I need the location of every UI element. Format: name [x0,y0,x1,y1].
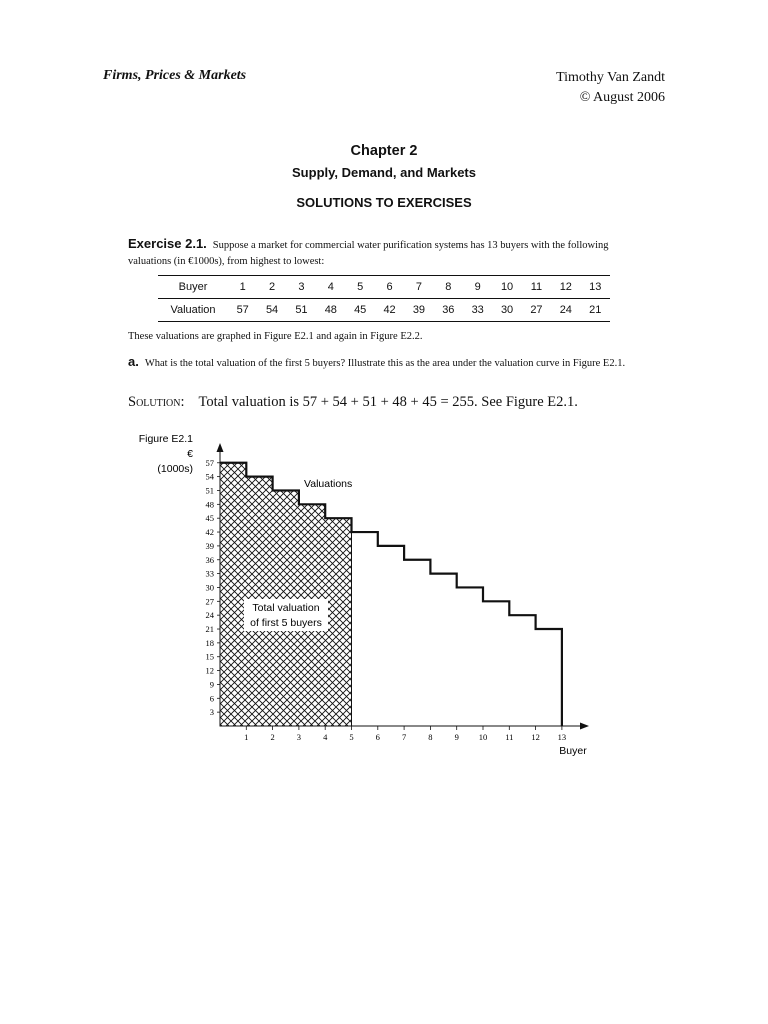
x-axis-label: Buyer [559,745,587,757]
solution-text: Total valuation is 57 + 54 + 51 + 48 + 45 = 255. See Figure E2.1. [198,394,578,410]
table-cell-buyer: 2 [257,276,286,299]
x-tick-label: 6 [375,732,380,742]
chapter-title: Chapter 2 [350,143,418,159]
table-cell-valuation: 33 [471,304,484,316]
document-date: © August 2006 [579,90,665,105]
y-tick-label: 42 [205,527,214,538]
table-cell-valuation: 51 [295,304,308,316]
table-cell-buyer: 13 [581,276,611,299]
table-cell-valuation: 36 [442,304,455,316]
table-cell-buyer: 6 [375,276,404,299]
table-cell-buyer: 12 [551,276,580,299]
x-tick-label: 7 [401,732,407,742]
x-tick-label: 2 [270,732,275,742]
shaded-area-first-5-buyers [220,463,352,726]
author-name: Timothy Van Zandt [556,70,665,85]
table-cell-valuation: 45 [354,304,367,316]
figure-note: These valuations are graphed in Figure E2.1 and again in Figure E2.2. [128,331,423,342]
table-cell-valuation: 27 [530,304,543,316]
part-a-label: a. [128,354,139,369]
table-cell-valuation: 57 [236,304,249,316]
y-axis-arrow [217,443,224,452]
y-tick-label: 3 [209,707,214,718]
area-label-line2: of first 5 buyers [250,617,322,629]
y-tick-label: 15 [205,651,214,662]
table-cell-valuation: 42 [383,304,396,316]
y-tick-label: 33 [205,568,214,579]
table-cell-valuation: 24 [559,304,572,316]
table-cell-buyer: 8 [434,276,463,299]
table-cell-buyer: 5 [346,276,375,299]
y-tick-label: 9 [209,679,214,690]
y-tick-label: 27 [205,596,214,607]
y-axis-unit: (1000s) [157,463,193,475]
x-tick-label: 9 [454,732,459,742]
table-cell-valuation: 48 [324,304,337,316]
table-cell-buyer: 4 [316,276,345,299]
chapter-subtitle: Supply, Demand, and Markets [292,165,476,180]
table-row-label: Valuation [170,304,216,316]
y-tick-label: 48 [205,499,214,510]
x-tick-label: 13 [557,732,567,742]
figure-title: Figure E2.1 [138,433,193,445]
table-row-label: Buyer [158,276,228,299]
y-tick-label: 45 [205,513,214,524]
table-cell-buyer: 9 [463,276,492,299]
x-tick-label: 12 [531,732,540,742]
table-cell-buyer: 1 [228,276,257,299]
exercise-text: Suppose a market for commercial water purification systems has 13 buyers with the following valuations (in €1000s), from highest to lowest: [128,240,609,267]
y-tick-label: 21 [205,624,214,635]
x-tick-label: 10 [478,732,488,742]
x-tick-label: 3 [296,732,302,742]
y-tick-label: 36 [205,554,214,565]
solution-label: Solution: [128,394,185,410]
section-heading: SOLUTIONS TO EXERCISES [296,195,472,210]
table-cell-buyer: 11 [522,276,551,299]
table-cell-buyer: 7 [404,276,433,299]
y-tick-label: 51 [205,485,214,496]
x-tick-label: 1 [244,732,249,742]
x-tick-label: 5 [349,732,354,742]
table-cell-buyer: 3 [287,276,316,299]
curve-label: Valuations [304,478,353,490]
exercise-label: Exercise 2.1. [128,236,207,251]
x-axis-arrow [580,723,589,730]
y-tick-label: 12 [205,665,214,676]
course-title: Firms, Prices & Markets [103,68,247,83]
x-tick-label: 11 [505,732,514,742]
part-a-text: What is the total valuation of the first 5 buyers? Illustrate this as the area under the valuation curve in Figure E2.1. [144,358,626,369]
table-cell-valuation: 21 [589,304,602,316]
x-tick-label: 8 [428,732,433,742]
table-cell-valuation: 30 [500,304,514,316]
y-tick-label: 54 [205,471,214,482]
y-tick-label: 39 [205,540,214,551]
y-tick-label: 57 [205,457,214,468]
y-tick-label: 30 [205,582,214,593]
table-cell-valuation: 54 [265,304,279,316]
chart-plot-area [206,443,590,757]
y-tick-label: 18 [205,637,214,648]
y-tick-label: 24 [205,610,214,621]
table-cell-valuation: 39 [412,304,426,316]
y-tick-label: 6 [209,693,214,704]
table-cell-buyer: 10 [492,276,521,299]
y-axis-symbol: € [187,448,193,460]
area-label-line1: Total valuation [252,602,320,614]
x-tick-label: 4 [323,732,328,742]
